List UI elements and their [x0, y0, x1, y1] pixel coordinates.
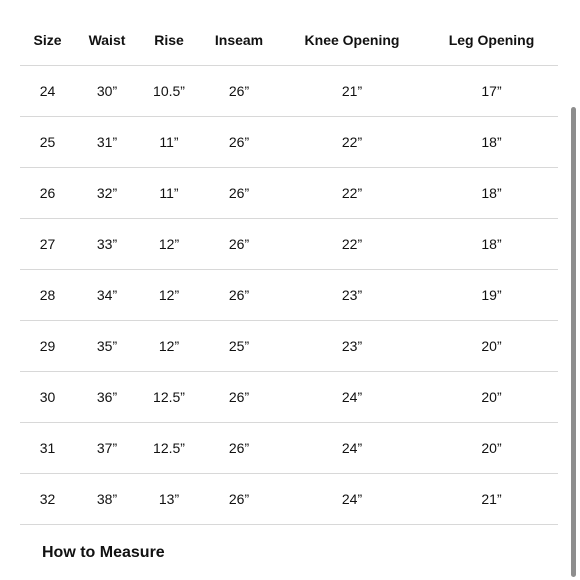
leg-opening-cell: 20”	[425, 423, 558, 474]
vertical-scrollbar[interactable]	[568, 0, 580, 580]
waist-cell: 34”	[75, 270, 139, 321]
column-header-size: Size	[20, 14, 75, 66]
knee-opening-cell: 24”	[279, 474, 425, 525]
knee-opening-cell: 22”	[279, 219, 425, 270]
column-header-inseam: Inseam	[199, 14, 279, 66]
table-row	[20, 168, 558, 219]
size-cell: 26	[20, 168, 75, 219]
knee-opening-cell: 22”	[279, 117, 425, 168]
knee-opening-cell: 23”	[279, 321, 425, 372]
inseam-cell: 26”	[199, 423, 279, 474]
rise-cell: 10.5”	[139, 66, 199, 117]
knee-opening-cell: 24”	[279, 423, 425, 474]
waist-cell: 30”	[75, 66, 139, 117]
size-cell: 31	[20, 423, 75, 474]
knee-opening-cell: 21”	[279, 66, 425, 117]
waist-cell: 36”	[75, 372, 139, 423]
waist-cell: 31”	[75, 117, 139, 168]
table-row	[20, 321, 558, 372]
leg-opening-cell: 21”	[425, 474, 558, 525]
rise-cell: 12”	[139, 219, 199, 270]
table-row	[20, 66, 558, 117]
rise-cell: 11”	[139, 117, 199, 168]
waist-cell: 35”	[75, 321, 139, 372]
inseam-cell: 26”	[199, 66, 279, 117]
waist-cell: 32”	[75, 168, 139, 219]
column-header-leg-opening: Leg Opening	[425, 14, 558, 66]
table-row	[20, 423, 558, 474]
table-row	[20, 372, 558, 423]
rise-cell: 12.5”	[139, 372, 199, 423]
rise-cell: 13”	[139, 474, 199, 525]
how-to-measure-heading: How to Measure	[42, 544, 165, 561]
size-chart-table	[20, 14, 558, 525]
column-header-rise: Rise	[139, 14, 199, 66]
size-cell: 32	[20, 474, 75, 525]
leg-opening-cell: 17”	[425, 66, 558, 117]
column-header-waist: Waist	[75, 14, 139, 66]
scrollbar-thumb[interactable]	[571, 107, 576, 577]
waist-cell: 37”	[75, 423, 139, 474]
inseam-cell: 26”	[199, 270, 279, 321]
inseam-cell: 26”	[199, 474, 279, 525]
table-row	[20, 474, 558, 525]
waist-cell: 38”	[75, 474, 139, 525]
size-cell: 27	[20, 219, 75, 270]
leg-opening-cell: 20”	[425, 372, 558, 423]
table-row	[20, 270, 558, 321]
table-row	[20, 219, 558, 270]
size-cell: 24	[20, 66, 75, 117]
leg-opening-cell: 18”	[425, 168, 558, 219]
rise-cell: 12”	[139, 321, 199, 372]
leg-opening-cell: 20”	[425, 321, 558, 372]
leg-opening-cell: 18”	[425, 219, 558, 270]
leg-opening-cell: 18”	[425, 117, 558, 168]
inseam-cell: 26”	[199, 117, 279, 168]
size-cell: 28	[20, 270, 75, 321]
size-cell: 25	[20, 117, 75, 168]
knee-opening-cell: 22”	[279, 168, 425, 219]
knee-opening-cell: 24”	[279, 372, 425, 423]
rise-cell: 11”	[139, 168, 199, 219]
size-cell: 30	[20, 372, 75, 423]
waist-cell: 33”	[75, 219, 139, 270]
rise-cell: 12”	[139, 270, 199, 321]
inseam-cell: 26”	[199, 372, 279, 423]
inseam-cell: 26”	[199, 219, 279, 270]
knee-opening-cell: 23”	[279, 270, 425, 321]
rise-cell: 12.5”	[139, 423, 199, 474]
table-row	[20, 117, 558, 168]
inseam-cell: 25”	[199, 321, 279, 372]
inseam-cell: 26”	[199, 168, 279, 219]
column-header-knee-opening: Knee Opening	[279, 14, 425, 66]
leg-opening-cell: 19”	[425, 270, 558, 321]
size-cell: 29	[20, 321, 75, 372]
table-header-row	[20, 14, 558, 66]
